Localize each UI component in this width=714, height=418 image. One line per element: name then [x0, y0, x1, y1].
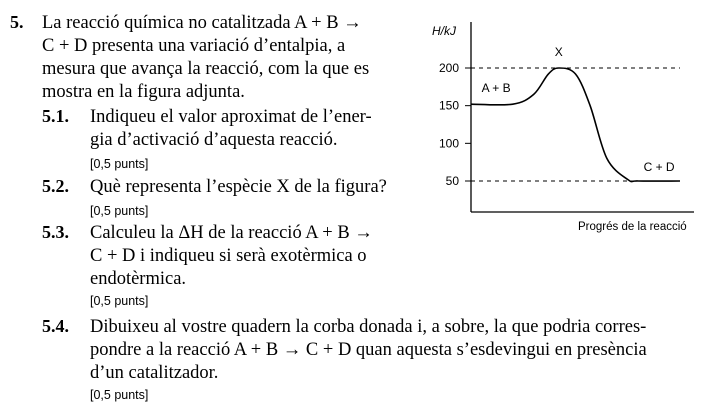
subquestion-line: endotèrmica.	[90, 269, 187, 289]
question-number: 5.	[10, 12, 24, 32]
subquestion-number: 5.4.	[42, 316, 69, 336]
curve-annotation: X	[554, 45, 563, 59]
y-axis-label: H/kJ	[432, 24, 456, 38]
subquestion-line: Què representa l’espècie X de la figura?	[90, 177, 387, 197]
subquestion-line: C + D i indiqueu si serà exotèrmica o	[90, 246, 367, 266]
subquestion-number: 5.3.	[42, 222, 69, 242]
points-label: [0,5 punts]	[90, 204, 149, 218]
points-label: [0,5 punts]	[90, 157, 149, 171]
y-tick-label: 50	[445, 174, 459, 188]
intro-line: La reacció química no catalitzada A + B →	[42, 13, 362, 33]
intro-line: C + D presenta una variació d’entalpia, a	[42, 36, 346, 56]
subquestion-line: d’un catalitzador.	[90, 363, 219, 383]
curve-annotation: C + D	[643, 160, 675, 174]
points-label: [0,5 punts]	[90, 294, 149, 308]
subquestion-line: gia d’activació d’aquesta reacció.	[90, 130, 338, 150]
y-tick-label: 150	[438, 98, 459, 113]
subquestion-line: Calculeu la ΔH de la reacció A + B →	[90, 223, 373, 243]
intro-line: mesura que avança la reacció, com la que es	[42, 59, 370, 79]
y-tick-label: 100	[438, 136, 459, 151]
subquestion-line: pondre a la reacció A + B → C + D quan aquesta s’esdevingui en presència	[90, 340, 647, 360]
subquestion-number: 5.2.	[42, 176, 69, 196]
intro-line: mostra en la figura adjunta.	[42, 82, 245, 102]
points-label: [0,5 punts]	[90, 388, 149, 402]
x-axis-label: Progrés de la reacció	[578, 221, 687, 233]
subquestion-line: Indiqueu el valor aproximat de l’ener-	[90, 107, 372, 127]
subquestion-number: 5.1.	[42, 106, 69, 126]
subquestion-line: Dibuixeu al vostre quadern la corba donada i, a sobre, la que podria corres-	[90, 317, 647, 337]
y-tick-label: 200	[438, 61, 459, 75]
curve-annotation: A + B	[481, 81, 511, 96]
